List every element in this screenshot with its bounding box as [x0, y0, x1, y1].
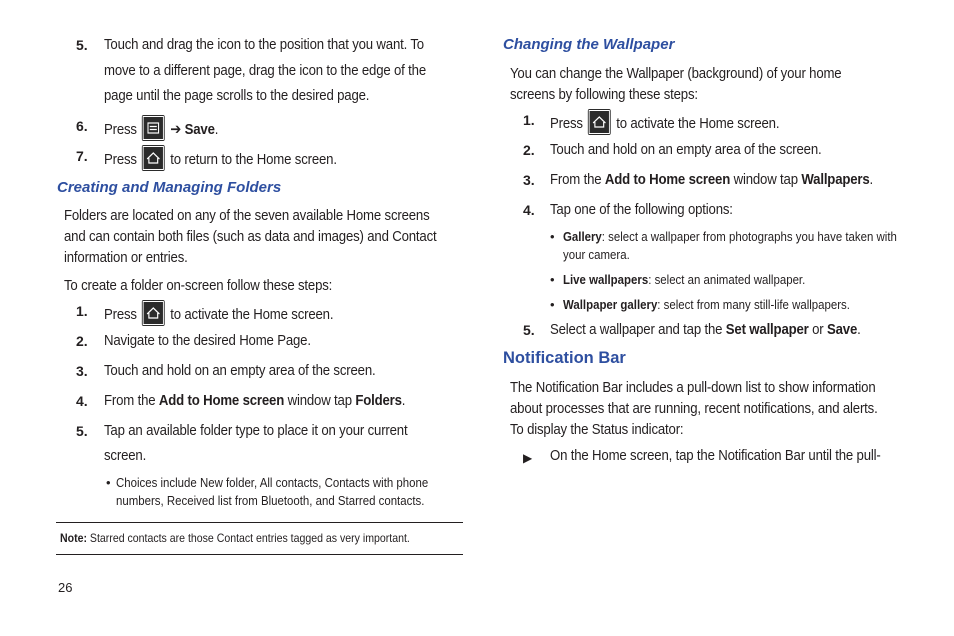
bullet-dot: • — [550, 272, 555, 287]
step-number: 7. — [76, 148, 88, 164]
note-top-rule — [56, 522, 463, 523]
section-heading: Notification Bar — [503, 349, 626, 367]
step-text-line: Touch and drag the icon to the position that you want. To — [104, 36, 424, 53]
section-heading: Creating and Managing Folders — [57, 179, 282, 196]
step-number: 6. — [76, 118, 88, 134]
triangle-bullet-icon: ▶ — [523, 451, 533, 465]
paragraph-line: and can contain both files (such as data and images) and Contact — [64, 228, 437, 245]
paragraph-line: The Notification Bar includes a pull-down list to show information — [510, 379, 876, 396]
paragraph-line: information or entries. — [64, 249, 188, 266]
bullet-dot: • — [550, 297, 555, 312]
step-text: Touch and hold on an empty area of the screen. — [550, 141, 822, 158]
step-number: 4. — [523, 202, 535, 218]
step-number: 2. — [523, 142, 535, 158]
step-number: 3. — [76, 363, 88, 379]
step-text: Press to return to the Home screen. — [104, 145, 369, 171]
option-text-line: Wallpaper gallery: select from many still-life wallpapers. — [563, 297, 850, 312]
step-text: Press to activate the Home screen. — [550, 109, 811, 135]
option-text-line: Live wallpapers: select an animated wallpaper. — [563, 272, 806, 287]
menu-key-icon — [142, 115, 165, 141]
step-number: 1. — [523, 112, 535, 128]
step-text: Press to activate the Home screen. — [104, 300, 365, 326]
home-key-icon — [588, 109, 611, 135]
bullet-text-line: numbers, Received list from Bluetooth, and Starred contacts. — [116, 493, 425, 508]
step-number: 5. — [523, 322, 535, 338]
note: Note: Starred contacts are those Contact entries tagged as very important. — [60, 531, 410, 545]
option-text-line: your camera. — [563, 247, 630, 262]
bullet-dot: • — [106, 475, 111, 490]
step-number: 2. — [76, 333, 88, 349]
step-number: 3. — [523, 172, 535, 188]
home-key-icon — [142, 300, 165, 326]
step-text: Press ➔ Save. — [104, 115, 234, 141]
step-text-line: Tap an available folder type to place it on your current — [104, 422, 408, 439]
step-text: From the Add to Home screen window tap Folders. — [104, 392, 406, 409]
step-number: 5. — [76, 423, 88, 439]
paragraph-line: screens by following these steps: — [510, 86, 698, 103]
page-number: 26 — [58, 580, 73, 595]
step-text-line: move to a different page, drag the icon to the edge of the — [104, 62, 426, 79]
step-text-line: page until the page scrolls to the desired page. — [104, 87, 370, 104]
paragraph-line: To create a folder on-screen follow these steps: — [64, 277, 333, 294]
step-text: Navigate to the desired Home Page. — [104, 332, 311, 349]
arrow-item-text: On the Home screen, tap the Notification Bar until the pull- — [550, 447, 881, 464]
step-number: 1. — [76, 303, 88, 319]
note-bottom-rule — [56, 554, 463, 555]
option-text-line: Gallery: select a wallpaper from photographs you have taken with — [563, 229, 897, 244]
paragraph-line: To display the Status indicator: — [510, 421, 684, 438]
bullet-dot: • — [550, 229, 555, 244]
step-text: Select a wallpaper and tap the Set wallpaper or Save. — [550, 321, 861, 338]
home-key-icon — [142, 145, 165, 171]
step-text-line: screen. — [104, 447, 147, 464]
section-heading: Changing the Wallpaper — [503, 36, 675, 53]
step-text: Tap one of the following options: — [550, 201, 733, 218]
step-text: Touch and hold on an empty area of the screen. — [104, 362, 376, 379]
paragraph-line: Folders are located on any of the seven available Home screens — [64, 207, 430, 224]
step-number: 5. — [76, 37, 88, 53]
bullet-text-line: Choices include New folder, All contacts, Contacts with phone — [116, 475, 429, 490]
step-text: From the Add to Home screen window tap Wallpapers. — [550, 171, 874, 188]
paragraph-line: You can change the Wallpaper (background) of your home — [510, 65, 842, 82]
paragraph-line: about processes that are running, recent notifications, and alerts. — [510, 400, 878, 417]
step-number: 4. — [76, 393, 88, 409]
